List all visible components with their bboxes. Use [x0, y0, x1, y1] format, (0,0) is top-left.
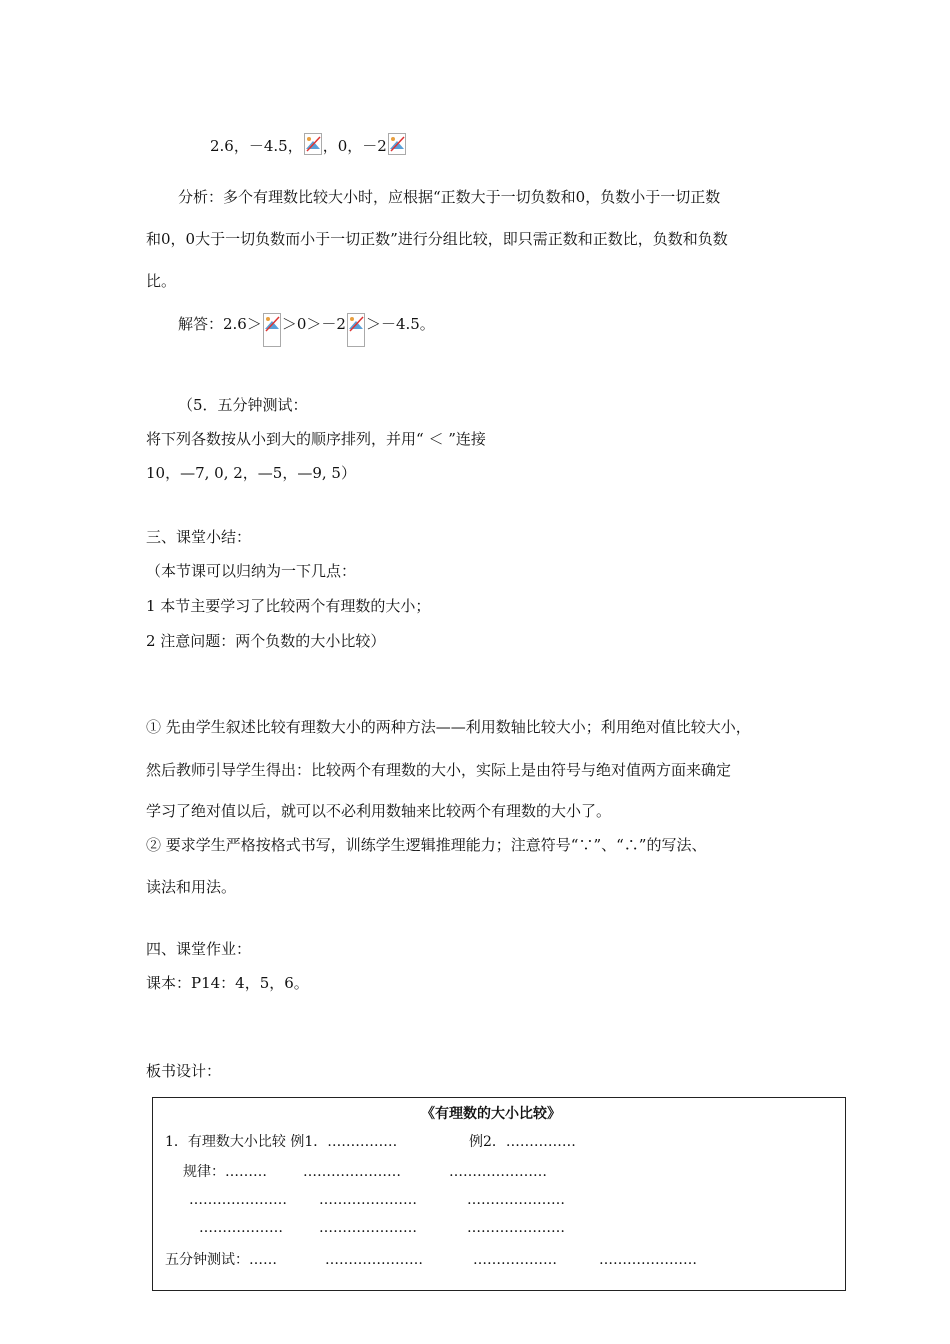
example-numbers-part2: ，0，－2 — [322, 137, 387, 155]
analysis-line-3: 比。 — [146, 272, 177, 290]
note-line-4: ② 要求学生严格按格式书写，训练学生逻辑推理能力；注意符号“∵”、“∴”的写法、 — [146, 836, 707, 854]
note-line-1: ① 先由学生叙述比较有理数大小的两种方法——利用数轴比较大小；利用绝对值比较大小， — [146, 718, 751, 736]
board-row-5-a: 五分钟测试：…… — [165, 1252, 277, 1268]
board-row-3-c: ………………… — [467, 1192, 565, 1208]
summary-intro: （本节课可以归纳为一下几点： — [146, 562, 357, 580]
board-design-box — [152, 1097, 846, 1291]
quiz-heading: （5．五分钟测试： — [178, 396, 308, 414]
board-row-1-b: 例2．…………… — [469, 1134, 576, 1150]
answer-part2: ＞0＞－2 — [281, 315, 346, 333]
board-row-4-c: ………………… — [467, 1220, 565, 1236]
board-row-4-a: ……………… — [199, 1220, 283, 1236]
board-row-2-c: ………………… — [449, 1164, 547, 1180]
homework-content: 课本：P14：4，5，6。 — [146, 974, 309, 992]
board-title: 《有理数的大小比较》 — [421, 1106, 561, 1122]
board-label: 板书设计： — [146, 1062, 222, 1080]
board-row-5-b: ………………… — [325, 1252, 423, 1268]
example-numbers-line — [210, 133, 407, 156]
summary-point-1: 1 本节主要学习了比较两个有理数的大小； — [146, 597, 431, 615]
board-row-3-a: ………………… — [189, 1192, 287, 1208]
broken-image-icon — [388, 133, 406, 155]
quiz-numbers: 10，—7, 0, 2，—5，—9, 5） — [146, 464, 356, 482]
note-line-2: 然后教师引导学生得出：比较两个有理数的大小，实际上是由符号与绝对值两方面来确定 — [146, 761, 732, 779]
answer-line — [178, 313, 435, 347]
example-numbers-part1: 2.6，－4.5， — [210, 137, 303, 155]
summary-point-2: 2 注意问题：两个负数的大小比较） — [146, 632, 386, 650]
broken-image-icon — [304, 133, 322, 155]
quiz-instruction: 将下列各数按从小到大的顺序排列，并用“ ＜ ”连接 — [146, 430, 486, 448]
board-row-5-c: ……………… — [473, 1252, 557, 1268]
homework-heading: 四、课堂作业： — [146, 940, 252, 958]
board-row-5-d: ………………… — [599, 1252, 697, 1268]
note-line-3: 学习了绝对值以后，就可以不必利用数轴来比较两个有理数的大小了。 — [146, 802, 612, 820]
board-row-2-b: ………………… — [303, 1164, 401, 1180]
note-line-5: 读法和用法。 — [146, 878, 237, 896]
analysis-line-2: 和0，0大于一切负数而小于一切正数”进行分组比较，即只需正数和正数比，负数和负数 — [146, 230, 728, 248]
board-row-3-b: ………………… — [319, 1192, 417, 1208]
board-row-2-a: 规律：……… — [183, 1164, 267, 1180]
answer-part3: ＞－4.5。 — [365, 315, 435, 333]
board-row-1-a: 1．有理数大小比较 例1．…………… — [165, 1134, 398, 1150]
broken-image-icon — [263, 313, 281, 347]
answer-part1: 解答：2.6＞ — [178, 315, 262, 333]
board-row-4-b: ………………… — [319, 1220, 417, 1236]
broken-image-icon — [347, 313, 365, 347]
analysis-line-1: 分析：多个有理数比较大小时，应根据“正数大于一切负数和0，负数小于一切正数 — [178, 188, 721, 206]
summary-heading: 三、课堂小结： — [146, 528, 252, 546]
